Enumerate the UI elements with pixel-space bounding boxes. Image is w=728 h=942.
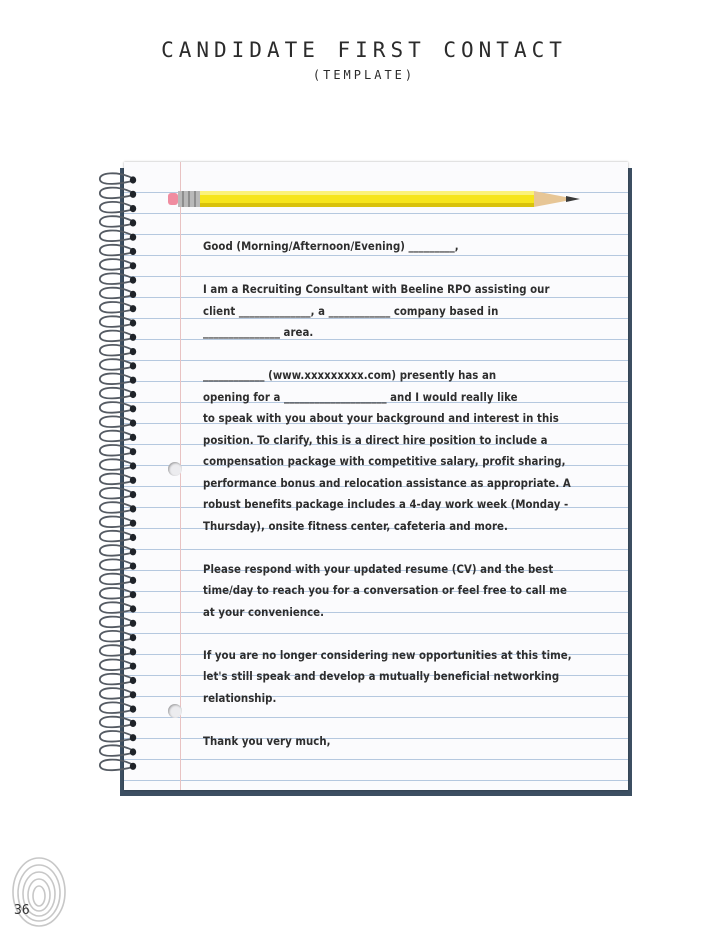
letter-line: relationship. <box>203 691 277 705</box>
page-title: CANDIDATE FIRST CONTACT <box>161 38 567 62</box>
letter-body <box>203 236 583 752</box>
letter-line: robust benefits package includes a 4-day work week (Monday - <box>203 498 569 511</box>
punch-hole <box>168 704 182 718</box>
letter-line: at your convenience. <box>203 605 325 619</box>
letter-line: I am a Recruiting Consultant with Beeline RPO assisting our <box>203 283 550 296</box>
punch-hole <box>168 462 182 476</box>
letter-line: Thursday), onsite fitness center, cafeteria and more. <box>203 519 508 533</box>
page-number: 36 <box>14 903 30 918</box>
letter-line: Please respond with your updated resume (CV) and the best <box>203 562 554 576</box>
letter-line: opening for a ____________________ and I would really like <box>203 390 518 404</box>
letter-line: ____________ (www.xxxxxxxxx.com) presently has an <box>203 369 497 382</box>
blank-line <box>203 709 583 731</box>
letter-line: position. To clarify, this is a direct hire position to include a <box>203 433 548 447</box>
letter-line: time/day to reach you for a conversation or feel free to call me <box>203 584 567 597</box>
letter-line: let's still speak and develop a mutually beneficial networking <box>203 670 560 683</box>
letter-line: to speak with you about your background and interest in this <box>203 412 559 425</box>
page-subtitle: (TEMPLATE) <box>312 68 416 82</box>
letter-line: Thank you very much, <box>203 734 331 748</box>
letter-line: Good (Morning/Afternoon/Evening) _________, <box>203 240 459 253</box>
pencil-icon <box>168 184 588 212</box>
fingerprint-icon <box>8 852 70 930</box>
letter-line: performance bonus and relocation assistance as appropriate. A <box>203 476 571 490</box>
letter-line: client ______________, a ____________ company based in <box>203 304 499 318</box>
blank-line <box>203 537 583 559</box>
blank-line <box>203 623 583 645</box>
letter-line: compensation package with competitive salary, profit sharing, <box>203 455 566 468</box>
letter-line: _______________ area. <box>203 326 314 339</box>
blank-line <box>203 258 583 280</box>
letter-line: If you are no longer considering new opportunities at this time, <box>203 648 572 662</box>
blank-line <box>203 344 583 366</box>
